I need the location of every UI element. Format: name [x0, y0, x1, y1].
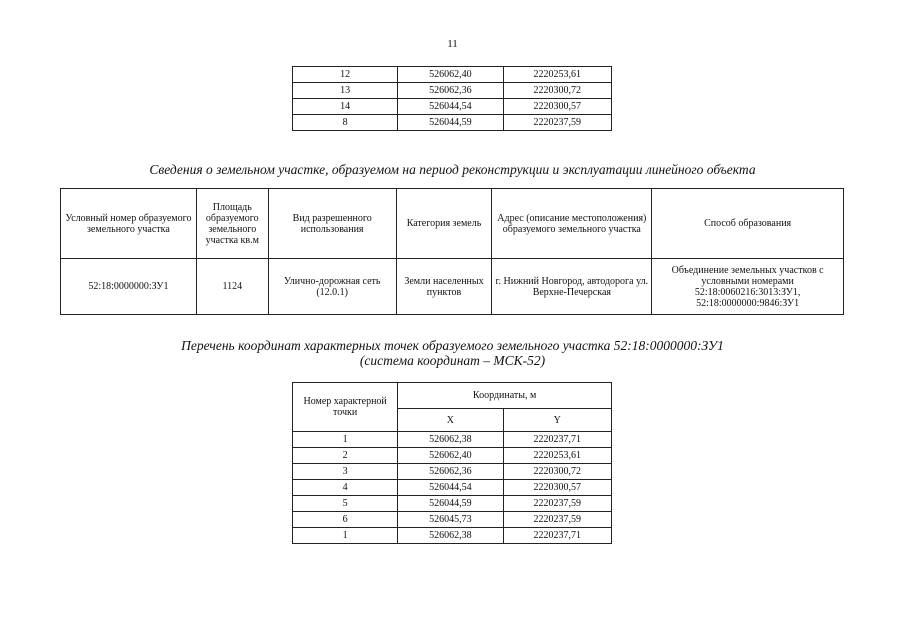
parcel-info-table [60, 188, 844, 315]
cell-y: 2220237,71 [503, 432, 611, 448]
cell-y: 2220300,57 [503, 99, 611, 115]
coordinates-table-continuation [292, 66, 612, 131]
header-formation-method: Способ образования [652, 189, 844, 259]
cell-point-number: 14 [293, 99, 398, 115]
cell-address: г. Нижний Новгород, автодорога ул. Верхне-Печерская [492, 259, 652, 315]
cell-point-number: 6 [293, 512, 398, 528]
cell-y: 2220300,57 [503, 480, 611, 496]
table-row [293, 99, 612, 115]
cell-x: 526062,40 [398, 67, 503, 83]
table-row [293, 480, 612, 496]
cell-y: 2220253,61 [503, 448, 611, 464]
table-row [61, 259, 844, 315]
cell-x: 526062,36 [398, 464, 503, 480]
cell-y: 2220300,72 [503, 464, 611, 480]
header-parcel-number: Условный номер образуемого земельного участка [61, 189, 197, 259]
table-row [293, 464, 612, 480]
cell-parcel-number: 52:18:0000000:ЗУ1 [61, 259, 197, 315]
cell-x: 526062,36 [398, 83, 503, 99]
table-row [293, 528, 612, 544]
cell-x: 526045,73 [398, 512, 503, 528]
header-coordinates: Координаты, м [398, 383, 612, 409]
table-row [293, 432, 612, 448]
cell-y: 2220253,61 [503, 67, 611, 83]
header-y: Y [503, 409, 611, 432]
cell-formation-method: Объединение земельных участков с условными номерами 52:18:0060216:3013:ЗУ1, 52:18:0000000:9846:ЗУ1 [652, 259, 844, 315]
table-row [293, 115, 612, 131]
parcel-table-header-row [61, 189, 844, 259]
header-x: X [398, 409, 503, 432]
coordinates-table-continuation-body [293, 67, 612, 131]
cell-land-category: Земли населенных пунктов [396, 259, 492, 315]
coordinates-caption-line1: Перечень координат характерных точек образуемого земельного участка 52:18:0000000:ЗУ1 [181, 338, 724, 353]
cell-y: 2220237,59 [503, 512, 611, 528]
coordinates-table-body [293, 432, 612, 544]
cell-point-number: 2 [293, 448, 398, 464]
coordinates-header-row [293, 383, 612, 409]
cell-point-number: 1 [293, 528, 398, 544]
cell-y: 2220237,71 [503, 528, 611, 544]
table-row [293, 448, 612, 464]
header-land-category: Категория земель [396, 189, 492, 259]
cell-x: 526062,38 [398, 528, 503, 544]
cell-x: 526062,38 [398, 432, 503, 448]
cell-point-number: 5 [293, 496, 398, 512]
header-point-number: Номер характерной точки [293, 383, 398, 432]
coordinates-caption-line2: (система координат – МСК-52) [359, 353, 546, 368]
cell-point-number: 4 [293, 480, 398, 496]
cell-point-number: 13 [293, 83, 398, 99]
cell-x: 526044,54 [398, 480, 503, 496]
cell-point-number: 3 [293, 464, 398, 480]
header-area: Площадь образуемого земельного участка кв.м [196, 189, 268, 259]
header-address: Адрес (описание местоположения) образуемого земельного участка [492, 189, 652, 259]
cell-y: 2220237,59 [503, 496, 611, 512]
cell-y: 2220237,59 [503, 115, 611, 131]
cell-permitted-use: Улично-дорожная сеть (12.0.1) [268, 259, 396, 315]
header-permitted-use: Вид разрешенного использования [268, 189, 396, 259]
cell-area: 1124 [196, 259, 268, 315]
cell-x: 526062,40 [398, 448, 503, 464]
parcel-info-caption: Сведения о земельном участке, образуемом на период реконструкции и эксплуатации линейного объекта [149, 162, 756, 177]
coordinates-caption [0, 338, 905, 368]
cell-point-number: 8 [293, 115, 398, 131]
cell-y: 2220300,72 [503, 83, 611, 99]
cell-point-number: 12 [293, 67, 398, 83]
coordinates-table [292, 382, 612, 544]
table-row [293, 83, 612, 99]
cell-x: 526044,59 [398, 496, 503, 512]
table-row [293, 512, 612, 528]
cell-point-number: 1 [293, 432, 398, 448]
page-number: 11 [447, 38, 458, 50]
table-row [293, 67, 612, 83]
cell-x: 526044,54 [398, 99, 503, 115]
cell-x: 526044,59 [398, 115, 503, 131]
table-row [293, 496, 612, 512]
